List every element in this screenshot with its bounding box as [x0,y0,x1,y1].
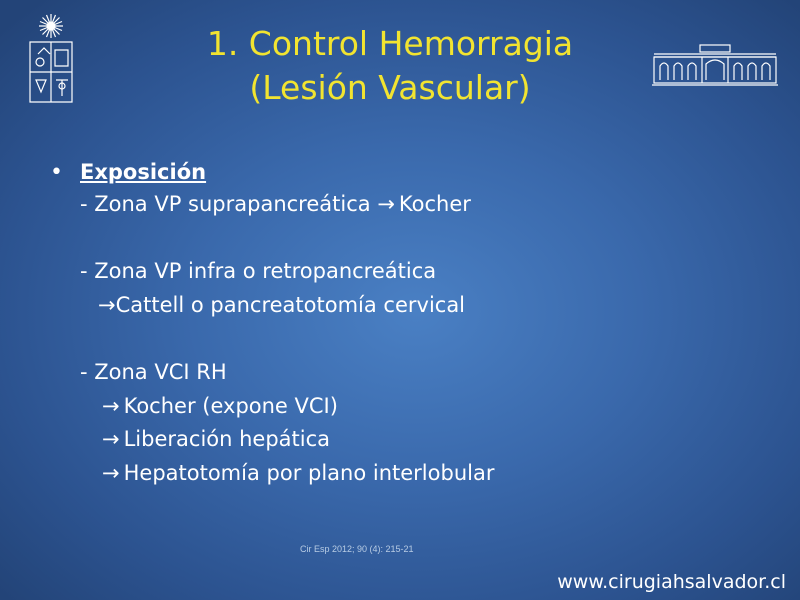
university-crest-icon [24,10,78,114]
list-item-suffix: Kocher (expone VCI) [123,394,338,418]
list-item-suffix: Hepatotomía por plano interlobular [123,461,495,485]
arrow-icon: → [102,461,120,485]
citation: Cir Esp 2012; 90 (4): 215-21 [300,544,414,554]
list-item [102,392,338,420]
list-item [102,459,494,487]
list-item-suffix: Cattell o pancreatotomía cervical [115,293,466,317]
arrow-icon: → [102,427,120,451]
list-item [80,190,471,218]
slide-title [150,22,630,110]
title-line-2: (Lesión Vascular) [249,68,531,107]
list-item [80,257,436,285]
list-item-suffix: Liberación hepática [123,427,331,451]
bullet-point: • [50,160,63,185]
list-item-text: - Zona VP suprapancreática [80,192,378,216]
title-line-1: 1. Control Hemorragia [206,24,574,63]
arrow-icon: → [102,394,120,418]
list-item-text: - Zona VCI RH [80,360,227,384]
footer-url: www.cirugiahsalvador.cl [557,571,786,593]
hospital-building-icon [652,44,778,92]
list-item-suffix: Kocher [398,192,471,216]
list-item-text: - Zona VP infra o retropancreática [80,259,437,283]
list-item [102,425,330,453]
section-heading: Exposición [80,160,207,184]
arrow-icon: → [377,192,395,216]
list-item [98,291,465,319]
arrow-icon: → [98,293,116,317]
list-item [80,358,227,386]
